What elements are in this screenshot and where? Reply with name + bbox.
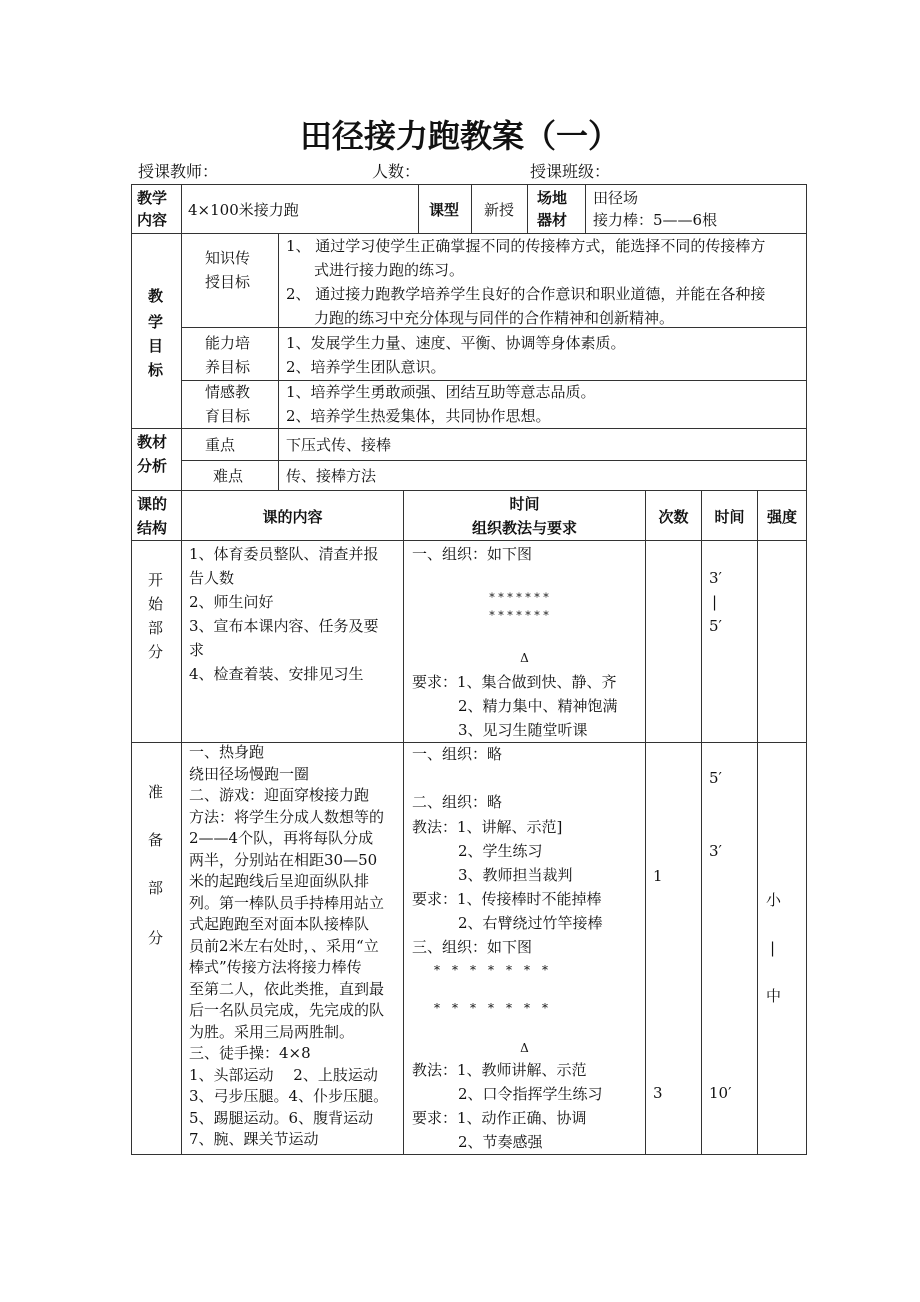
prep-org-line: 2、口令指挥学生练习 (458, 1085, 603, 1103)
prep-intensity-cell (757, 742, 807, 1155)
key-value: 下压式传、接棒 (286, 436, 392, 454)
prep-org-line: 教法：1、讲解、示范] (412, 818, 563, 836)
equipment-label: 器材 (537, 211, 568, 229)
prep-org-line: 2、学生练习 (458, 842, 543, 860)
prep-label-1: 准 (148, 783, 164, 801)
start-time-sep: | (712, 593, 718, 611)
analysis-label-2: 分析 (137, 457, 168, 475)
start-times-cell (645, 540, 702, 743)
prep-label-4: 分 (148, 929, 164, 947)
start-content-line: 3、宣布本课内容、任务及要 (189, 617, 379, 635)
start-content-line: 告人数 (189, 569, 235, 587)
prep-org-line: 2、右臂绕过竹竿接棒 (458, 914, 603, 932)
prep-content-line: 1、头部运动 2、上肢运动 (189, 1065, 378, 1084)
start-content-line: 4、检查着装、安排见习生 (189, 665, 364, 683)
emotion-line: 1、培养学生勇敢顽强、团结互助等意志品质。 (286, 383, 596, 401)
prep-intensity: 小 (766, 891, 782, 909)
knowledge-line: 2、 通过接力跑教学培养学生良好的合作意识和职业道德，并能在各种接 (286, 285, 766, 303)
prep-content-line: 绕田径场慢跑一圈 (189, 764, 310, 783)
start-org-line: 3、见习生随堂听课 (458, 721, 588, 739)
start-time: 5′ (709, 617, 722, 635)
type-label: 课型 (429, 201, 460, 219)
start-org-line: 一、组织：如下图 (412, 545, 533, 563)
prep-content-line: 后一名队员完成，先完成的队 (189, 1001, 385, 1019)
header-content: 课的内容 (262, 508, 323, 526)
prep-content-line: 员前2米左右处时，、采用“立 (189, 936, 379, 955)
venue-value: 田径场 (593, 189, 639, 207)
type-value: 新授 (484, 201, 515, 219)
prep-content-line: 两半，分别站在相距30—50 (189, 850, 378, 869)
prep-org-line: 要求：1、动作正确、协调 (412, 1109, 587, 1127)
prep-content-line: 方法：将学生分成人数想等的 (189, 807, 385, 826)
prep-label-3: 部 (148, 879, 164, 897)
prep-time: 5′ (709, 769, 722, 787)
prep-content-line: 7、腕、踝关节运动 (189, 1130, 319, 1148)
emotion-line: 2、培养学生热爱集体，共同协作思想。 (286, 407, 551, 425)
prep-content-line: 二、游戏：迎面穿梭接力跑 (189, 786, 370, 804)
prep-org-line: 3、教师担当裁判 (458, 866, 573, 884)
class-label: 授课班级： (530, 162, 611, 181)
start-content-line: 2、师生问好 (189, 593, 274, 611)
prep-content-line: 为胜。采用三局两胜制。 (189, 1022, 355, 1041)
teacher-label: 授课教师： (138, 162, 219, 181)
page-title: 田径接力跑教案（一） (299, 117, 620, 155)
goals-label-2: 学 (148, 313, 164, 331)
header-structure-2: 结构 (137, 519, 168, 537)
difficulty-value: 传、接棒方法 (286, 467, 377, 485)
prep-times: 1 (653, 867, 663, 885)
analysis-label-1: 教材 (137, 433, 168, 451)
start-label-2: 始 (148, 595, 164, 613)
start-formation-row: * * * * * * * (489, 609, 549, 622)
prep-content-line: 一、热身跑 (189, 743, 265, 761)
header-times: 次数 (658, 508, 689, 526)
knowledge-line: 式进行接力跑的练习。 (314, 261, 465, 279)
goals-label-1: 教 (148, 287, 164, 305)
header-structure-1: 课的 (137, 495, 168, 513)
prep-org-line: 三、组织：如下图 (412, 938, 533, 956)
teacher-marker: Δ (520, 651, 529, 665)
ability-line: 1、发展学生力量、速度、平衡、协调等身体素质。 (286, 334, 626, 352)
start-content-line: 求 (189, 641, 205, 659)
content-value: 4×100米接力跑 (188, 201, 299, 219)
content-label: 教学 (137, 189, 168, 207)
header-org: 组织教法与要求 (471, 519, 577, 537)
prep-intensity: 中 (766, 987, 782, 1005)
emotion-label-2: 育目标 (205, 407, 251, 425)
start-content-line: 1、体育委员整队、清查并报 (189, 545, 379, 563)
prep-org-line: 2、节奏感强 (458, 1133, 543, 1151)
prep-content-line: 棒式”传接方法将接力棒传 (189, 958, 362, 976)
goals-label-3: 目 (148, 337, 164, 355)
start-formation-row: * * * * * * * (489, 591, 549, 604)
knowledge-label-2: 授目标 (205, 273, 251, 291)
prep-content-line: 3、弓步压腿。4、仆步压腿。 (189, 1087, 389, 1105)
prep-formation-row: * * * * * * * (434, 1001, 549, 1015)
prep-content-line: 三、徒手操：4×8 (189, 1044, 311, 1062)
prep-time: 10′ (709, 1084, 732, 1102)
prep-time: 3′ (709, 842, 722, 860)
prep-content-line: 列。第一棒队员手持棒用站立 (189, 893, 385, 912)
prep-formation-row: * * * * * * * (434, 963, 549, 977)
prep-org-line: 二、组织：略 (412, 793, 503, 811)
prep-org-line: 一、组织：略 (412, 745, 503, 763)
prep-content-line: 5、踢腿运动。6、腹背运动 (189, 1108, 374, 1127)
start-time: 3′ (709, 569, 722, 587)
teacher-marker: Δ (520, 1041, 529, 1055)
header-duration: 时间 (714, 508, 745, 526)
prep-intensity-sep: | (770, 939, 776, 957)
count-label: 人数： (372, 162, 421, 181)
prep-org-line: 教法：1、教师讲解、示范 (412, 1061, 587, 1079)
difficulty-label: 难点 (213, 467, 244, 485)
ability-line: 2、培养学生团队意识。 (286, 358, 446, 376)
start-intensity-cell (757, 540, 807, 743)
knowledge-line: 力跑的练习中充分体现与同伴的合作精神和创新精神。 (314, 309, 675, 327)
equipment-value: 接力棒：5——6根 (593, 211, 718, 229)
prep-content-line: 至第二人，依此类推，直到最 (189, 979, 385, 998)
prep-times: 3 (653, 1084, 663, 1102)
prep-org-line: 要求：1、传接棒时不能掉棒 (412, 890, 602, 908)
emotion-label-1: 情感教 (205, 383, 251, 401)
key-label: 重点 (205, 436, 236, 454)
venue-label: 场地 (537, 189, 568, 207)
prep-content-line: 式起跑跑至对面本队接棒队 (189, 915, 370, 933)
start-label-3: 部 (148, 619, 164, 637)
prep-content-line: 米的起跑线后呈迎面纵队排 (189, 872, 370, 890)
goals-label-4: 标 (148, 361, 164, 379)
ability-label-2: 养目标 (205, 358, 251, 376)
prep-content-line: 2——4个队，再将每队分成 (189, 829, 374, 847)
start-label-4: 分 (148, 643, 164, 661)
prep-label-2: 备 (148, 831, 164, 849)
knowledge-label-1: 知识传 (205, 249, 251, 267)
start-org-line: 2、精力集中、精神饱满 (458, 697, 618, 715)
start-label-1: 开 (148, 571, 164, 589)
start-org-line: 要求：1、集合做到快、静、齐 (412, 673, 617, 691)
knowledge-line: 1、 通过学习使学生正确掌握不同的传接棒方式，能选择不同的传接棒方 (286, 237, 766, 255)
header-org-time: 时间 (509, 495, 540, 513)
ability-label-1: 能力培 (205, 334, 251, 352)
content-label-2: 内容 (137, 211, 168, 229)
header-intensity: 强度 (766, 508, 797, 526)
